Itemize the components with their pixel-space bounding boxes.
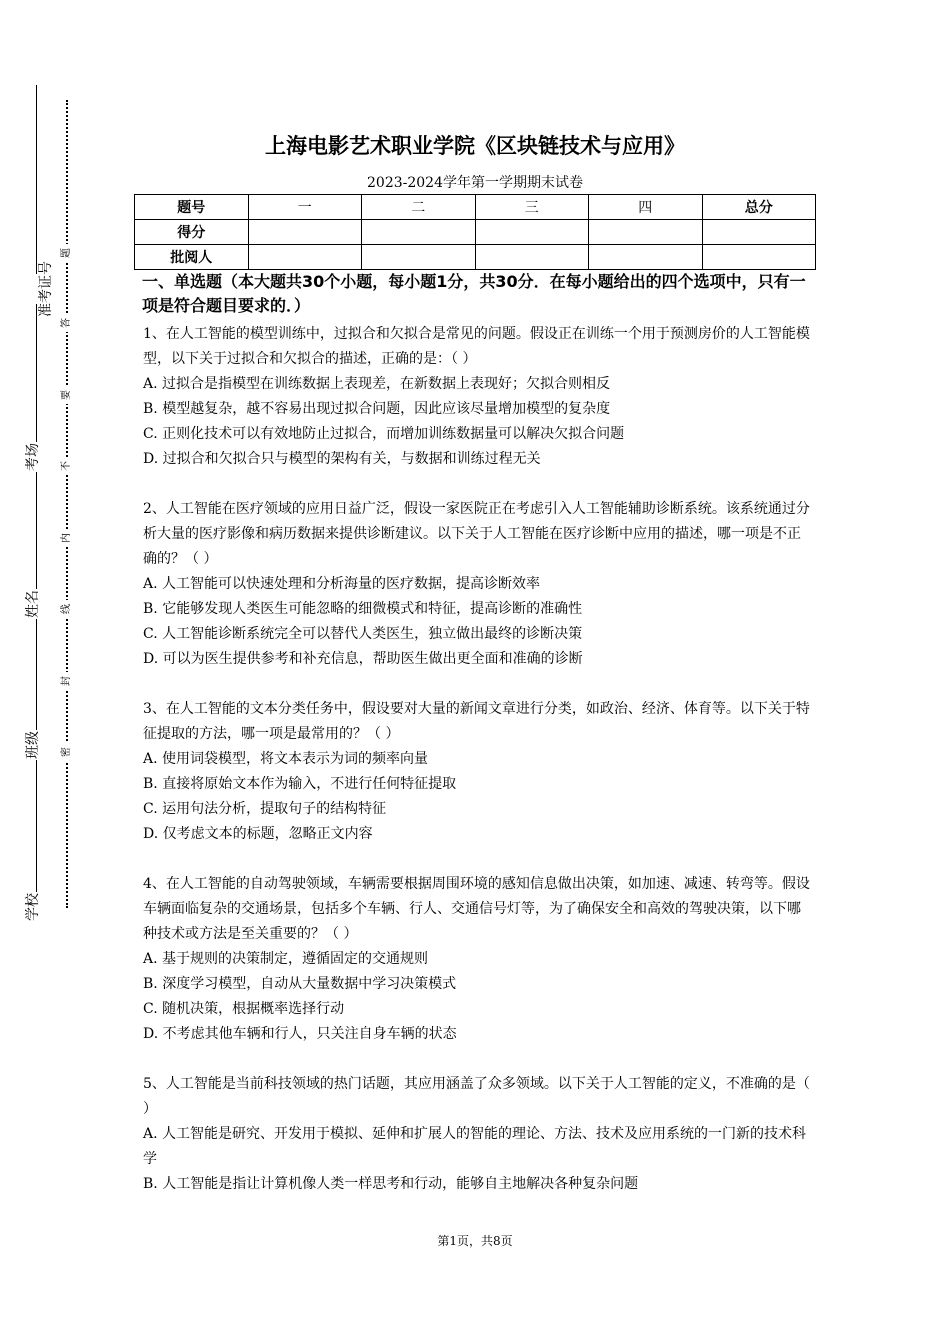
reviewer-row (135, 245, 816, 270)
reviewer-cell (362, 245, 476, 270)
option-a: A. 使用词袋模型，将文本表示为词的频率向量 (143, 751, 429, 767)
seal-char: 不 (58, 457, 76, 475)
label-exam-id: 准考证号 (18, 274, 48, 304)
col-header: 四 (589, 195, 703, 220)
label-exam-room: 考场 (18, 442, 48, 472)
option-a: A. 过拟合是指模型在训练数据上表现差，在新数据上表现好；欠拟合则相反 (143, 376, 611, 392)
option-d: D. 不考虑其他车辆和行人，只关注自身车辆的状态 (143, 1026, 457, 1042)
question-stem: 4、在人工智能的自动驾驶领域，车辆需要根据周围环境的感知信息做出决策，如加速、减速、转弯等。假设车辆面临复杂的交通场景，包括多个车辆、行人、交通信号灯等，为了确保安全和高效的驾驶决策，以下哪种技术或方法是至关重要的？（ ） (143, 876, 810, 942)
question-stem: 3、在人工智能的文本分类任务中，假设要对大量的新闻文章进行分类，如政治、经济、体育等。以下关于特征提取的方法，哪一项是最常用的？（ ） (143, 701, 810, 742)
exam-title: 上海电影艺术职业学院《区块链技术与应用》 (265, 134, 685, 158)
score-table-header-row (135, 195, 816, 220)
seal-char: 封 (58, 672, 76, 690)
option-d: D. 可以为医生提供参考和补充信息，帮助医生做出更全面和准确的诊断 (143, 651, 583, 667)
binding-dotted-line (66, 100, 68, 908)
question-4 (143, 872, 811, 1047)
seal-char: 线 (58, 600, 76, 618)
question-stem: 5、人工智能是当前科技领域的热门话题，其应用涵盖了众多领域。以下关于人工智能的定义，不准确的是（ ） (143, 1076, 810, 1117)
question-stem: 2、人工智能在医疗领域的应用日益广泛，假设一家医院正在考虑引入人工智能辅助诊断系统。该系统通过分析大量的医疗影像和病历数据来提供诊断建议。以下关于人工智能在医疗诊断中应用的描述，哪一项是不正确的？（ ） (143, 501, 810, 567)
question-5 (143, 1072, 811, 1197)
option-c: C. 人工智能诊断系统完全可以替代人类医生，独立做出最终的诊断决策 (143, 626, 583, 642)
score-cell (475, 220, 589, 245)
label-name: 姓名 (18, 589, 48, 619)
option-b: B. 它能够发现人类医生可能忽略的细微模式和特征，提高诊断的准确性 (143, 601, 583, 617)
option-c: C. 运用句法分析，提取句子的结构特征 (143, 801, 387, 817)
seal-char: 答 (58, 314, 76, 332)
col-header: 一 (248, 195, 362, 220)
question-1 (143, 322, 811, 472)
option-a: A. 基于规则的决策制定，遵循固定的交通规则 (143, 951, 429, 967)
col-header: 三 (475, 195, 589, 220)
score-cell (702, 220, 816, 245)
reviewer-cell (702, 245, 816, 270)
score-row (135, 220, 816, 245)
score-table (134, 194, 816, 270)
row-header: 得分 (135, 220, 249, 245)
reviewer-cell (475, 245, 589, 270)
label-class: 班级 (18, 730, 48, 760)
option-c: C. 正则化技术可以有效地防止过拟合，而增加训练数据量可以解决欠拟合问题 (143, 426, 625, 442)
col-header: 二 (362, 195, 476, 220)
option-a: A. 人工智能可以快速处理和分析海量的医疗数据，提高诊断效率 (143, 576, 541, 592)
option-b: B. 深度学习模型，自动从大量数据中学习决策模式 (143, 976, 457, 992)
seal-char: 密 (58, 743, 76, 761)
page-footer: 第1页，共8页 (437, 1234, 513, 1248)
option-d: D. 过拟合和欠拟合只与模型的架构有关，与数据和训练过程无关 (143, 451, 541, 467)
binding-solid-line (36, 85, 37, 920)
question-3 (143, 697, 811, 847)
exam-content (143, 270, 811, 1222)
option-c: C. 随机决策，根据概率选择行动 (143, 1001, 345, 1017)
seal-char: 内 (58, 529, 76, 547)
label-school: 学校 (18, 892, 48, 922)
score-cell (362, 220, 476, 245)
score-cell (589, 220, 703, 245)
option-a: A. 人工智能是研究、开发用于模拟、延伸和扩展人的智能的理论、方法、技术及应用系统的一门新的技术科学 (143, 1126, 807, 1167)
exam-subtitle: 2023-2024学年第一学期期末试卷 (367, 175, 583, 191)
option-b: B. 直接将原始文本作为输入，不进行任何特征提取 (143, 776, 457, 792)
question-2 (143, 497, 811, 672)
seal-char: 要 (58, 386, 76, 404)
option-b: B. 人工智能是指让计算机像人类一样思考和行动，能够自主地解决各种复杂问题 (143, 1176, 639, 1192)
reviewer-cell (248, 245, 362, 270)
reviewer-cell (589, 245, 703, 270)
col-header: 题号 (135, 195, 249, 220)
seal-char: 题 (58, 244, 76, 262)
row-header: 批阅人 (135, 245, 249, 270)
option-b: B. 模型越复杂，越不容易出现过拟合问题，因此应该尽量增加模型的复杂度 (143, 401, 611, 417)
score-cell (248, 220, 362, 245)
option-d: D. 仅考虑文本的标题，忽略正文内容 (143, 826, 373, 842)
question-stem: 1、在人工智能的模型训练中，过拟合和欠拟合是常见的问题。假设正在训练一个用于预测房价的人工智能模型，以下关于过拟合和欠拟合的描述，正确的是：（ ） (143, 326, 810, 367)
section-title: 一、单选题（本大题共30个小题，每小题1分，共30分．在每小题给出的四个选项中，只有一项是符合题目要求的．） (142, 272, 806, 315)
col-header: 总分 (702, 195, 816, 220)
